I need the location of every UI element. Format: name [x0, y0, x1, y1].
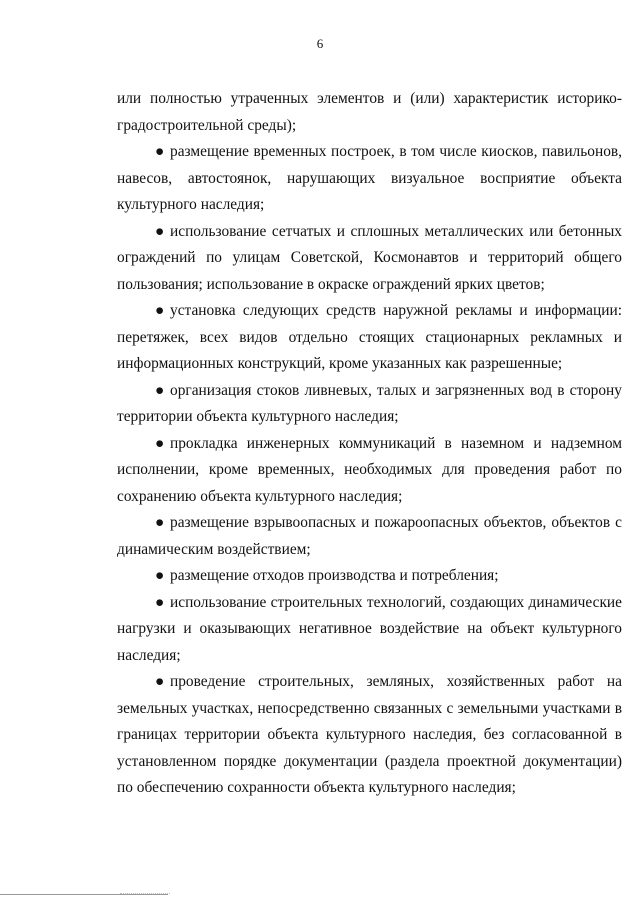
list-item [117, 298, 622, 378]
list-item-text: установка следующих средств наружной рекламы и информации: перетяжек, всех видов отдельно стоящих стационарных рекламных и информационных конструкций, кроме указанных как разрешенные; [117, 302, 622, 372]
bullet-icon: ● [155, 434, 165, 452]
list-item [117, 590, 622, 670]
list-item [117, 563, 622, 590]
bullet-icon: ● [155, 593, 165, 611]
footer-divider-dots [120, 893, 170, 894]
continuation-paragraph: или полностью утраченных элементов и (или) характеристик историко-градостроительной среды); [117, 90, 622, 134]
bullet-icon: ● [155, 673, 165, 690]
list-item [117, 378, 622, 431]
list-item-text: использование сетчатых и сплошных металлических или бетонных ограждений по улицам Советской, Космонавтов и территорий общего пользования; использование в окраске ограждений ярких цветов; [117, 222, 622, 293]
list-item-text: организация стоков ливневых, талых и загрязненных вод в сторону территории объекта культурного наследия; [117, 381, 622, 425]
list-item [117, 219, 622, 299]
footer-divider [0, 894, 168, 895]
list-item-text: использование строительных технологий, создающих динамические нагрузки и оказывающих негативное воздействие на объект культурного наследия; [117, 593, 622, 664]
document-body [117, 86, 622, 802]
list-item-text: прокладка инженерных коммуникаций в наземном и надземном исполнении, кроме временных, необходимых для проведения работ по сохранению объекта культурного наследия; [117, 434, 622, 505]
list-item-text: проведение строительных, земляных, хозяйственных работ на земельных участках, непосредственно связанных с земельными участками в границах территории объекта культурного наследия, без согласованной в установленном порядке документации (раздела проектной документации) по обеспечению сохранности объекта культурного наследия; [117, 673, 622, 796]
bullet-icon: ● [155, 143, 165, 160]
list-item-text: размещение взрывоопасных и пожароопасных объектов, объектов с динамическим воздействием; [117, 514, 622, 558]
list-item [117, 139, 622, 219]
bullet-icon: ● [155, 302, 165, 319]
list-item [117, 669, 622, 802]
bullet-icon: ● [155, 222, 165, 240]
list-item [117, 510, 622, 563]
bullet-icon: ● [155, 567, 165, 584]
bullet-icon: ● [155, 514, 165, 531]
page-number: 6 [316, 36, 324, 51]
list-item-text: размещение отходов производства и потребления; [170, 567, 499, 584]
list-item-text: размещение временных построек, в том числе киосков, павильонов, навесов, автостоянок, нарушающих визуальное восприятие объекта культурного наследия; [117, 143, 622, 213]
bullet-icon: ● [155, 381, 165, 399]
list-item [117, 431, 622, 511]
